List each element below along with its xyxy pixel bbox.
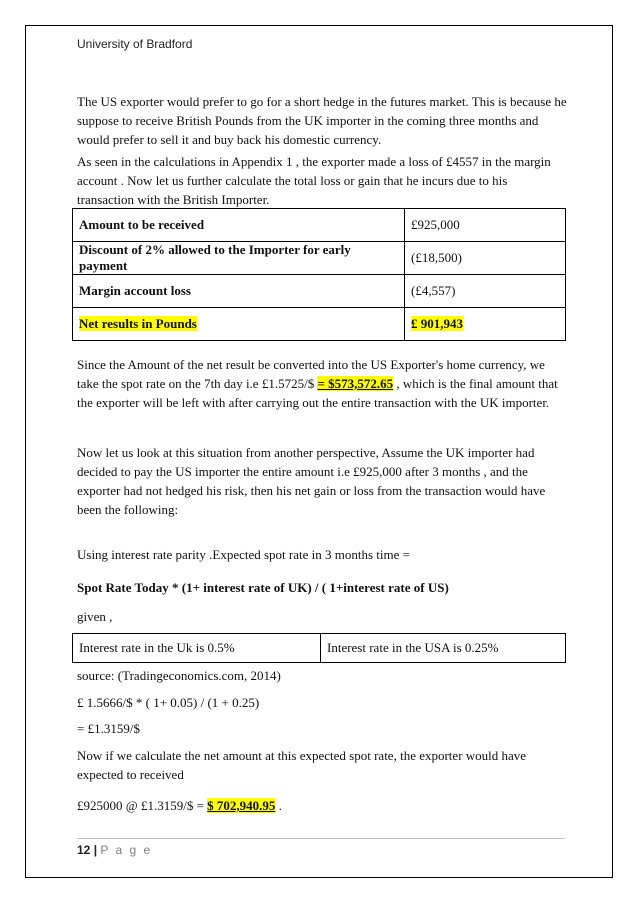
paragraph-hedge: The US exporter would prefer to go for a short hedge in the futures market. This is because he suppose to receive British Pounds from the UK importer in the coming three months and would prefer to sell it and buy back his domestic currency.	[77, 94, 567, 147]
table-cell-value	[405, 308, 566, 341]
usa-rate-cell: Interest rate in the USA is 0.25%	[321, 634, 566, 663]
final-amount: $ 702,940.95	[207, 798, 276, 813]
table-cell-label: Discount of 2% allowed to the Importer for early payment	[73, 242, 405, 275]
net-result-table	[72, 208, 566, 341]
final-calculation	[77, 796, 567, 815]
table-row	[73, 275, 566, 308]
paragraph-margin-loss: As seen in the calculations in Appendix 1 , the exporter made a loss of £4557 in the margin account . Now let us further calculate the total loss or gain that he incurs due to his transaction with the British Importer.	[77, 154, 551, 207]
table-cell-value: £925,000	[405, 209, 566, 242]
final-text-post: .	[275, 798, 282, 813]
converted-amount: = $573,572.65	[317, 376, 394, 391]
table-row	[73, 242, 566, 275]
paragraph-conversion	[77, 355, 567, 412]
footer-separator: |	[90, 843, 101, 857]
source-citation: source: (Tradingeconomics.com, 2014)	[77, 668, 281, 683]
table-cell-label: Margin account loss	[73, 275, 405, 308]
table-cell-value: (£4,557)	[405, 275, 566, 308]
table-cell-label: Amount to be received	[73, 209, 405, 242]
interest-rate-table	[72, 633, 566, 663]
table-cell-value: (£18,500)	[405, 242, 566, 275]
given-label: given ,	[77, 609, 113, 624]
page-footer	[77, 843, 152, 857]
conversion-text-post: , which is the final amount that the exporter will be left with after carrying out the entire transaction with the UK importer.	[77, 376, 558, 410]
formula-line: Spot Rate Today * (1+ interest rate of UK) / ( 1+interest rate of US)	[77, 580, 449, 595]
table-row	[73, 209, 566, 242]
table-row	[73, 634, 566, 663]
table-cell-label	[73, 308, 405, 341]
calc-line-1: £ 1.5666/$ * ( 1+ 0.05) / (1 + 0.25)	[77, 695, 260, 710]
calc-line-2: = £1.3159/$	[77, 721, 140, 736]
net-result-value: £ 901,943	[411, 316, 463, 331]
table-row	[73, 308, 566, 341]
paragraph-perspective: Now let us look at this situation from another perspective, Assume the UK importer had decided to pay the US importer the entire amount i.e £925,000 after 3 months , and the exporter had not hedged his risk, then his net gain or loss from the transaction would have been the following:	[77, 445, 546, 517]
uk-rate-cell: Interest rate in the Uk is 0.5%	[73, 634, 321, 663]
net-result-label: Net results in Pounds	[79, 316, 197, 331]
conversion-text-pre: Since the Amount of the net result be converted into the US Exporter's home currency, we take the spot rate on the 7th day i.e £1.5725/$	[77, 357, 545, 391]
final-text-pre: £925000 @ £1.3159/$ =	[77, 798, 208, 813]
paragraph-expected: Now if we calculate the net amount at this expected spot rate, the exporter would have expected to received	[77, 748, 527, 782]
footer-divider	[77, 838, 565, 839]
page-header: University of Bradford	[77, 37, 193, 51]
paragraph-parity: Using interest rate parity .Expected spot rate in 3 months time =	[77, 547, 410, 562]
page-label: P a g e	[100, 843, 153, 857]
page-number: 12	[77, 843, 91, 857]
